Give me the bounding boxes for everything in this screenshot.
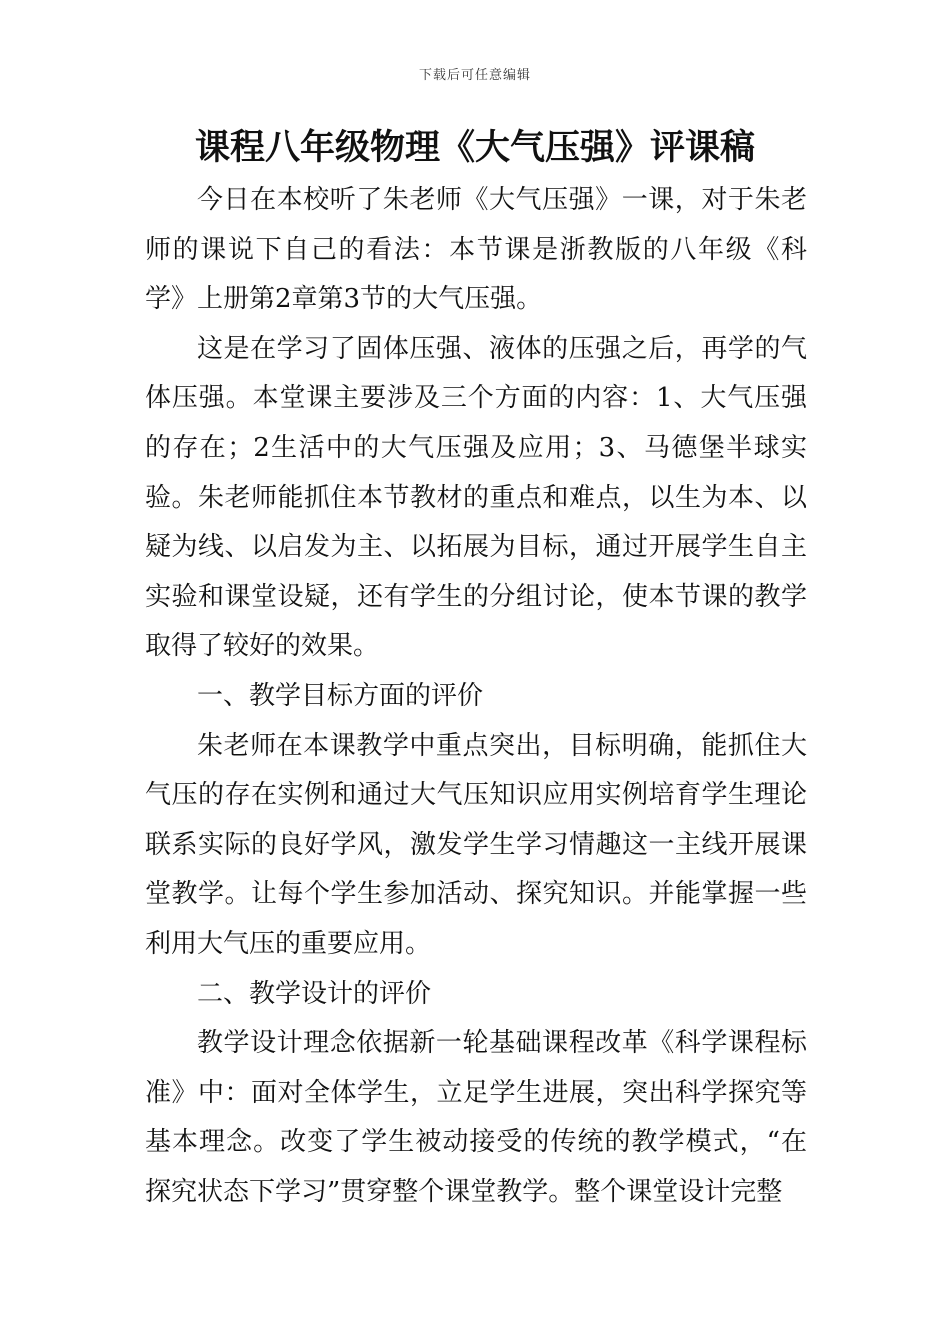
document-body [145, 176, 807, 1217]
section-heading-design: 二、教学设计的评价 [197, 978, 432, 1009]
header-note: 下载后可任意编辑 [418, 68, 531, 83]
paragraph-objectives: 朱老师在本课教学中重点突出，目标明确，能抓住大气压的存在实例和通过大气压知识应用实例培育学生理论联系实际的良好学风，激发学生学习情趣这一主线开展课堂教学。让每个学生参加活动、探究知识。并能掌握一些利用大气压的重要应用。 [145, 730, 807, 959]
paragraph-design: 教学设计理念依据新一轮基础课程改革《科学课程标准》中：面对全体学生，立足学生进展，突出科学探究等基本理念。改变了学生被动接受的传统的教学模式，“在探究状态下学习”贯穿整个课堂教学。整个课堂设计完整 [145, 1028, 807, 1207]
document-title: 课程八年级物理《大气压强》评课稿 [194, 128, 755, 168]
paragraph-intro: 今日在本校听了朱老师《大气压强》一课，对于朱老师的课说下自己的看法：本节课是浙教版的八年级《科学》上册第2章第3节的大气压强。 [145, 185, 807, 315]
paragraph-overview: 这是在学习了固体压强、液体的压强之后，再学的气体压强。本堂课主要涉及三个方面的内容：1、大气压强的存在；2生活中的大气压强及应用；3、马德堡半球实验。朱老师能抓住本节教材的重点和难点，以生为本、以疑为线、以启发为主、以拓展为目标，通过开展学生自主实验和课堂设疑，还有学生的分组讨论，使本节课的教学取得了较好的效果。 [145, 333, 807, 662]
section-heading-objectives: 一、教学目标方面的评价 [197, 680, 484, 711]
